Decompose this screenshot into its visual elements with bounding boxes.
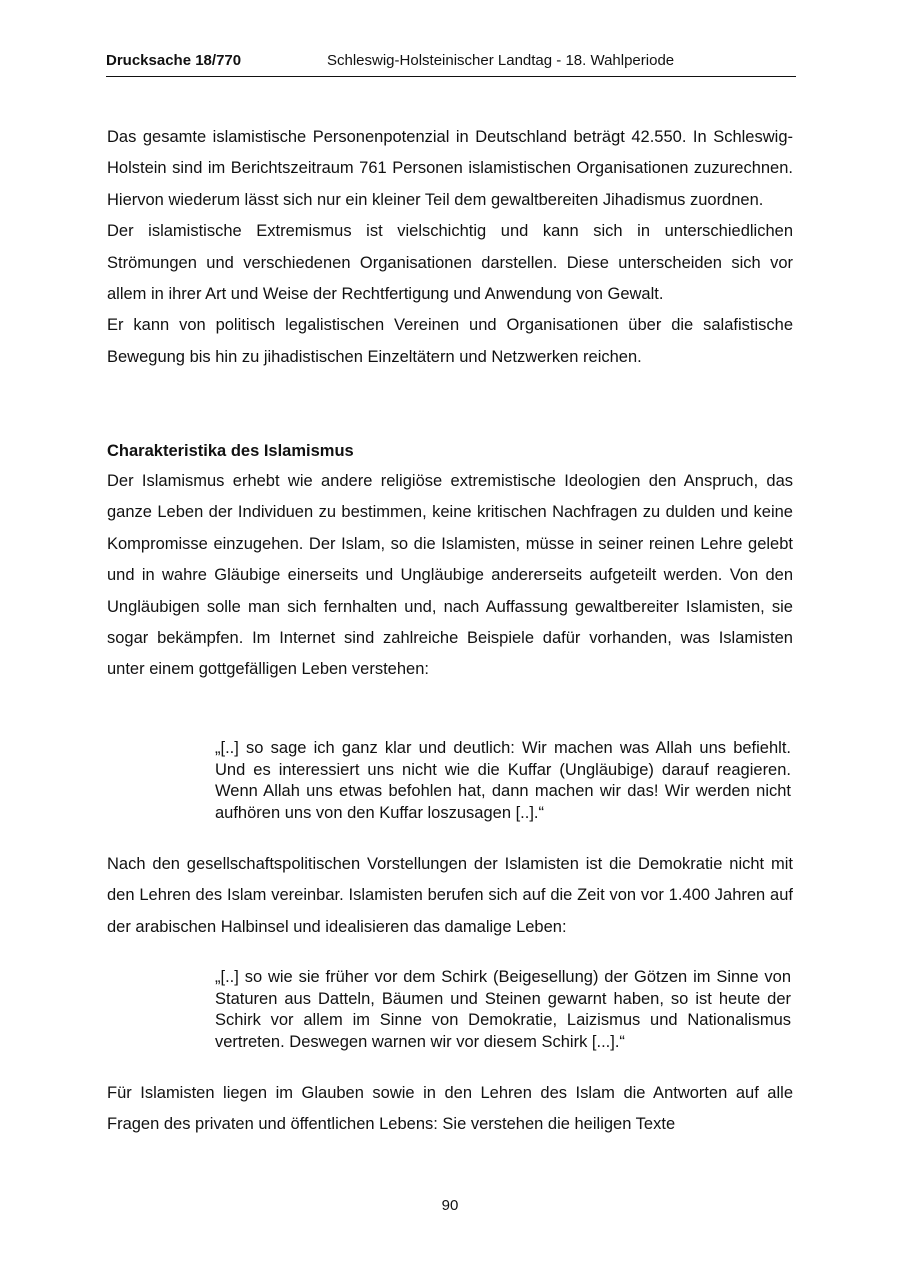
paragraph-glauben bbox=[107, 1078, 793, 1141]
paragraph-demokratie bbox=[107, 849, 793, 943]
paragraph-text: Für Islamisten liegen im Glauben sowie in den Lehren des Islam die Antworten auf alle Fragen des privaten und öffentlichen Lebens: Sie verstehen die heiligen Texte bbox=[107, 1084, 793, 1134]
block-quote-2: „[..] so wie sie früher vor dem Schirk (Beigesellung) der Götzen im Sinne von Staturen aus Datteln, Bäumen und Steinen gewarnt haben, so ist heute der Schirk vor allem im Sinne von Demokratie, Laizismus und Nationalismus vertreten. Deswegen warnen wir vor diesem Schirk [...].“ bbox=[215, 968, 791, 1051]
paragraph-organisationen: Er kann von politisch legalistischen Vereinen und Organisationen über die salafistische Bewegung bis hin zu jihadistischen Einzeltätern und Netzwerken reichen. bbox=[107, 316, 793, 366]
page-header bbox=[106, 52, 796, 77]
paragraph-text: Der Islamismus erhebt wie andere religiöse extremistische Ideologien den Anspruch, das ganze Leben der Individuen zu bestimmen, keine kritischen Nachfragen zu dulden und keine Kompromisse einzugehen. Der Islam, so die Islamisten, müsse in seiner reinen Lehre gelebt und in wahre Gläubige einerseits und Ungläubige andererseits aufgeteilt werden. Von den Ungläubigen solle man sich fernhalten und, nach Auffassung gewaltbereiter Islamisten, sie sogar bekämpfen. Im Internet sind zahlreiche Beispiele dafür vorhanden, was Islamisten unter einem gottgefälligen Leben verstehen: bbox=[107, 472, 793, 679]
page-number: 90 bbox=[441, 1197, 459, 1214]
document-number: Drucksache 18/770 bbox=[106, 52, 242, 69]
paragraph-charakteristika bbox=[107, 466, 793, 686]
parliament-title: Schleswig-Holsteinischer Landtag - 18. Wahlperiode bbox=[327, 52, 675, 69]
block-quote-1: „[..] so sage ich ganz klar und deutlich: Wir machen was Allah uns befiehlt. Und es interessiert uns nicht wie die Kuffar (Ungläubige) darauf reagieren. Wenn Allah uns etwas befohlen hat, dann machen wir das! Wir werden nicht aufhören uns von den Kuffar loszusagen [..].“ bbox=[215, 739, 791, 822]
intro-section bbox=[107, 122, 793, 373]
paragraph-extremismus: Der islamistische Extremismus ist vielschichtig und kann sich in unterschiedlichen Strömungen und verschiedenen Organisationen darstellen. Diese unterscheiden sich vor allem in ihrer Art und Weise der Rechtfertigung und Anwendung von Gewalt. bbox=[107, 222, 793, 304]
section-heading: Charakteristika des Islamismus bbox=[107, 442, 354, 460]
paragraph-text: Nach den gesellschaftspolitischen Vorstellungen der Islamisten ist die Demokratie nicht mit den Lehren des Islam vereinbar. Islamisten berufen sich auf die Zeit von vor 1.400 Jahren auf der arabischen Halbinsel und idealisieren das damalige Leben: bbox=[107, 855, 793, 936]
paragraph-personenpotenzial: Das gesamte islamistische Personenpotenzial in Deutschland beträgt 42.550. In Schleswig-Holstein sind im Berichtszeitraum 761 Personen islamistischen Organisationen zuzurechnen. Hiervon wiederum lässt sich nur ein kleiner Teil dem gewaltbereiten Jihadismus zuordnen. bbox=[107, 128, 793, 209]
